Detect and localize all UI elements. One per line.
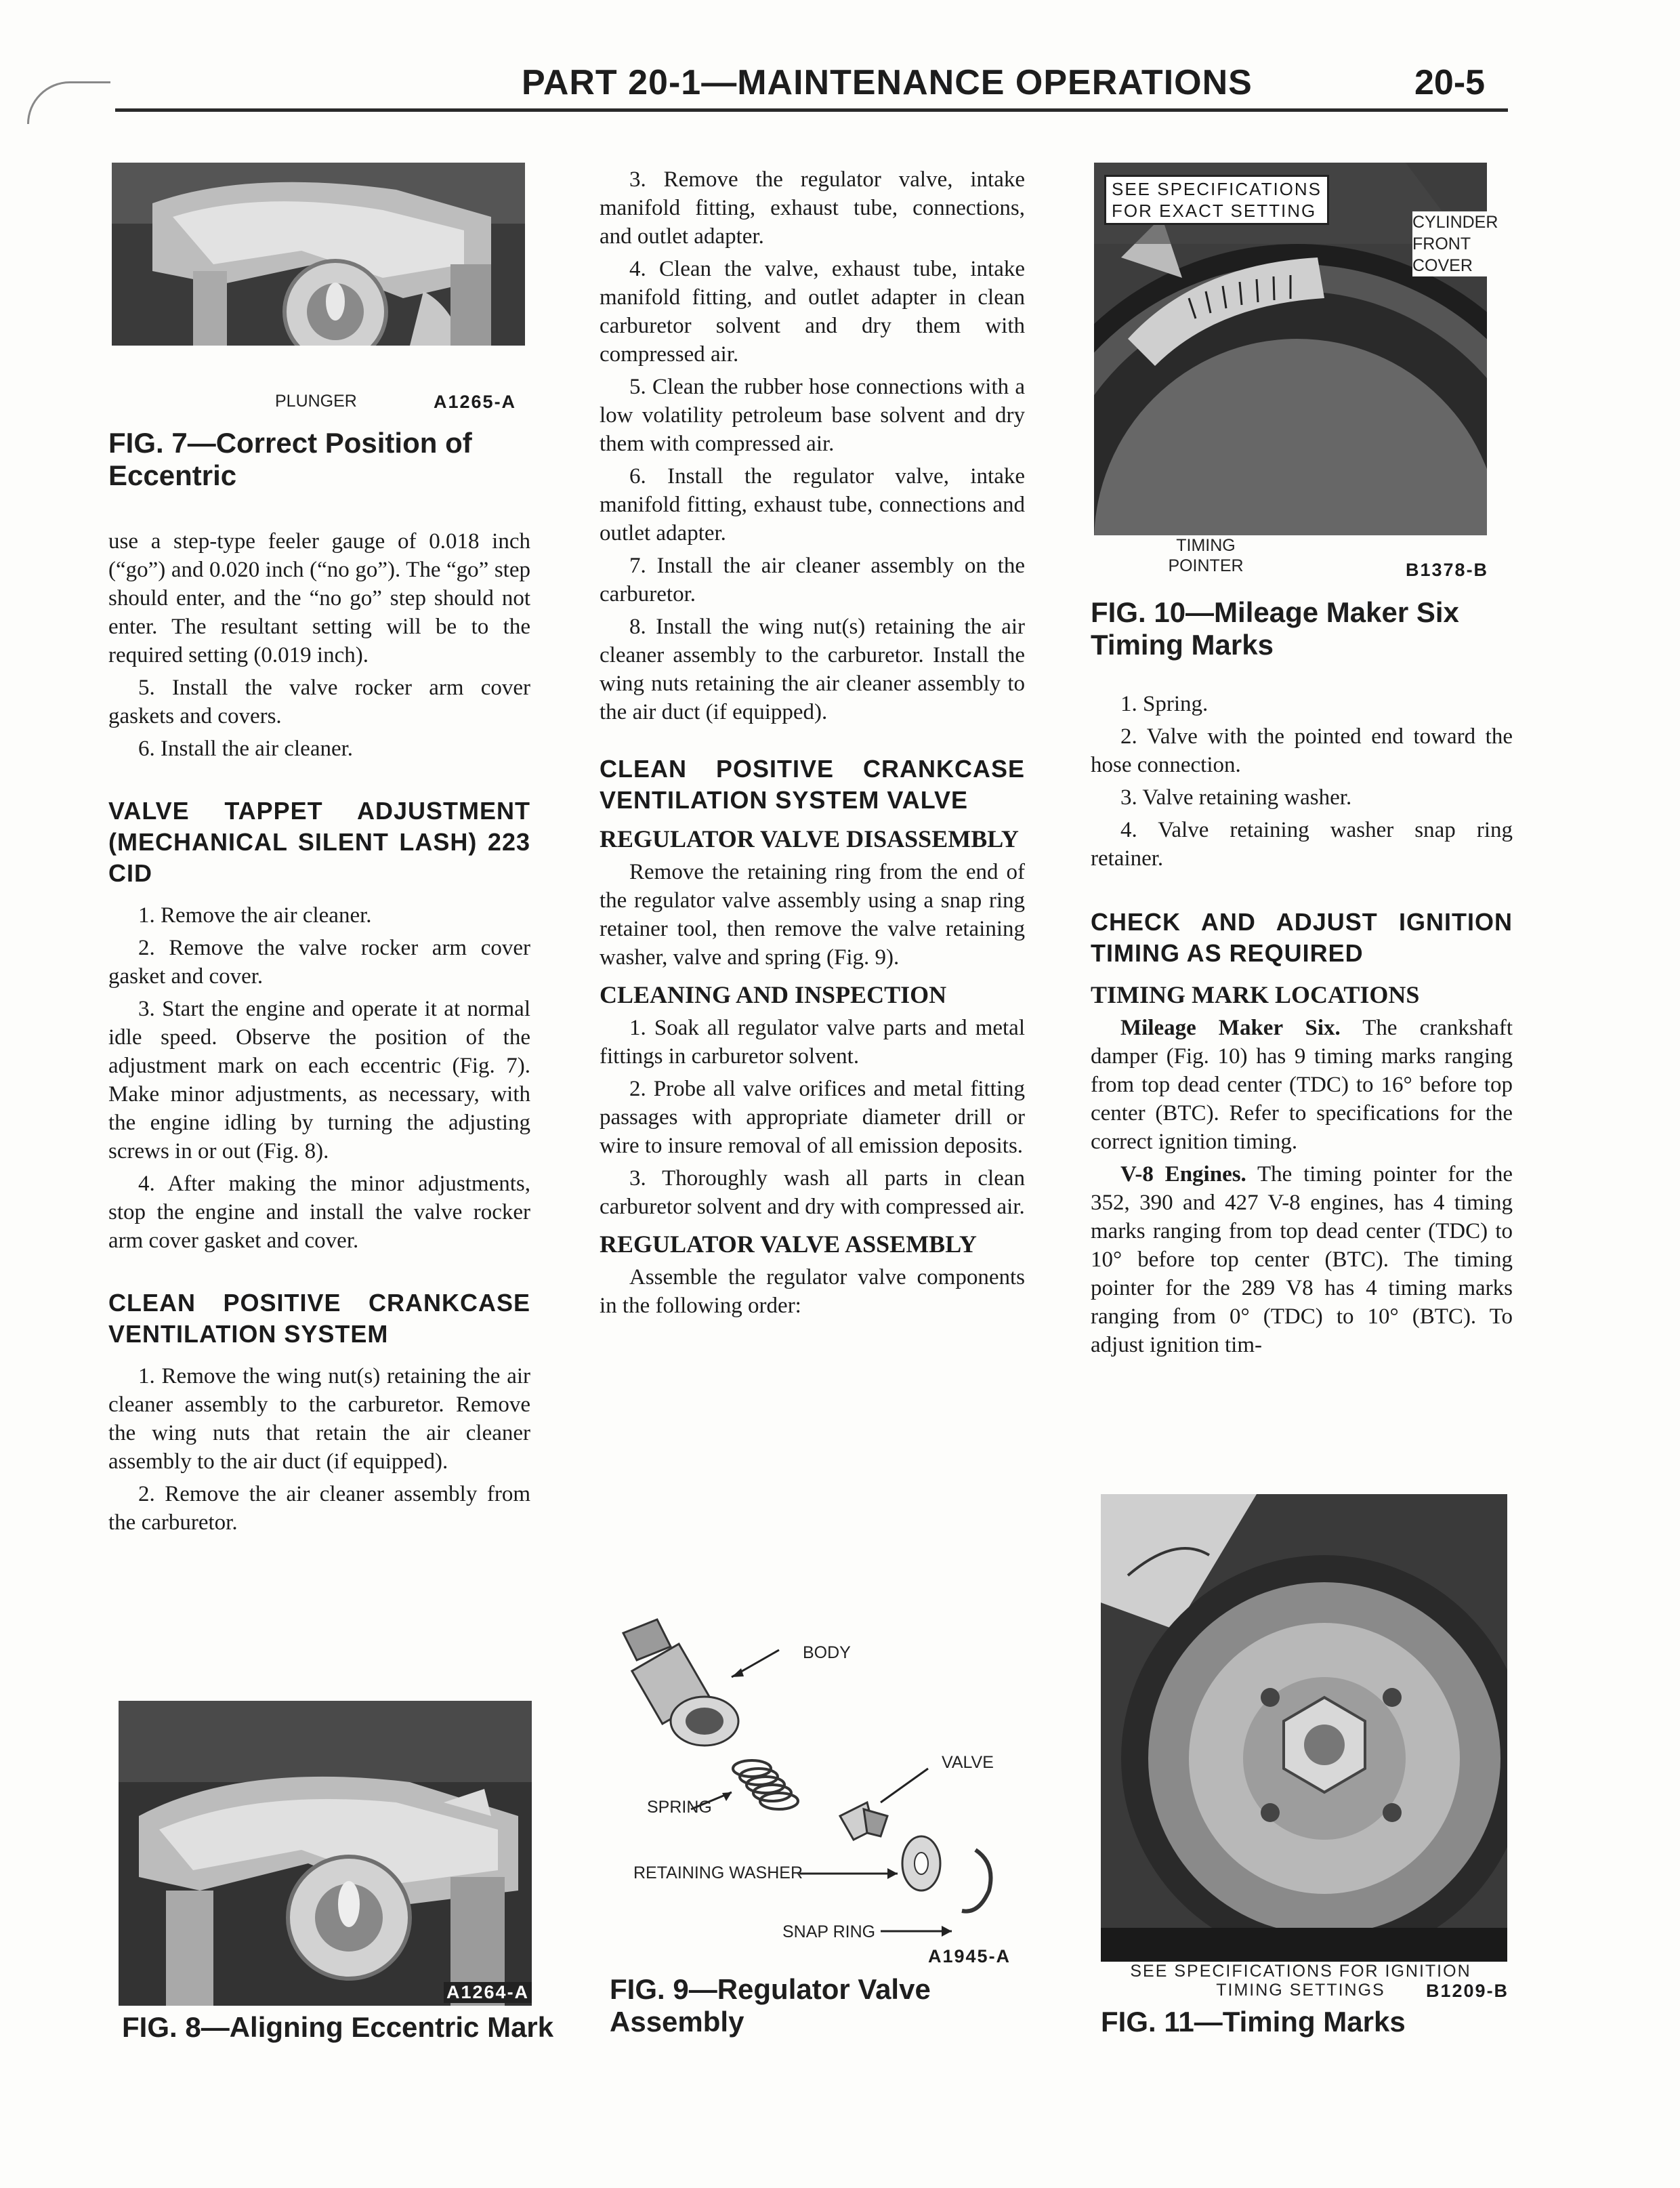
col3-paragraph: The timing pointer for the 352, 390 and 427 V-8 engines, has 4 timing marks ranging from top dead center (TDC) to 10° before top center (BTC). The timing pointer for the 289 V8 has 4 timing marks ranging from 0° (TDC) to 10° (BTC). To adjust ignition tim-: [1091, 1162, 1513, 1357]
page-header-title: PART 20-1—MAINTENANCE OPERATIONS: [522, 63, 1253, 102]
subheading-cleaning: CLEANING AND INSPECTION: [600, 981, 947, 1008]
fig7-plunger-label: PLUNGER: [275, 392, 357, 411]
fig9-washer-label: RETAINING WASHER: [633, 1863, 803, 1882]
fig11-note-line2: TIMING SETTINGS: [1216, 1981, 1385, 2000]
spring: [733, 1760, 798, 1809]
fig9-valve-label: VALVE: [942, 1753, 994, 1772]
section-heading-clean-pcv: CLEAN POSITIVE CRANKCASE VENTILATION SYSTEM: [108, 1289, 530, 1348]
regulator-body: [623, 1619, 738, 1746]
col2-step: 2. Probe all valve orifices and metal fitting passages with appropriate diameter drill or wire to insure removal of all emission deposits.: [600, 1077, 1025, 1158]
fig9-code: A1945-A: [928, 1946, 1011, 1966]
section-heading-valve-tappet: VALVE TAPPET ADJUSTMENT (MECHANICAL SILENT LASH) 223 CID: [108, 797, 530, 887]
fig9-snap-ring-label: SNAP RING: [782, 1922, 876, 1941]
col3-paragraph: The crankshaft damper (Fig. 10) has 9 timing marks ranging from top dead center (TDC) to 16° before top center (BTC). Refer to specifications for the correct ignition timing.: [1091, 1016, 1513, 1154]
valve: [840, 1802, 887, 1840]
col3-lead-mileage-maker: Mileage Maker Six.: [1120, 1016, 1341, 1040]
fig11-caption: FIG. 11—Timing Marks: [1101, 2006, 1406, 2038]
section-heading-pcv-valve: CLEAN POSITIVE CRANKCASE VENTILATION SYSTEM VALVE: [600, 755, 1025, 814]
col1-step: 4. After making the minor adjustments, stop the engine and install the valve rocker arm cover gasket and cover.: [108, 1172, 530, 1253]
col2-step: 3. Remove the regulator valve, intake manifold fitting, exhaust tube, connections, and outlet adapter.: [600, 167, 1025, 249]
fig7-code: A1265-A: [434, 392, 517, 412]
col1-step: 6. Install the air cleaner.: [138, 737, 354, 761]
col2-step: 3. Thoroughly wash all parts in clean carburetor solvent and dry with compressed air.: [600, 1166, 1025, 1219]
col1-paragraph: use a step-type feeler gauge of 0.018 inch (“go”) and 0.020 inch (“no go”). The “go” step should enter, and the “no go” step should not enter. The resultant setting will be to the required setting (0.019 inch).: [108, 529, 530, 667]
col2-paragraph: Assemble the regulator valve components in the following order:: [600, 1265, 1025, 1318]
col1-step: 1. Remove the air cleaner.: [138, 903, 372, 928]
fig10-callout-line2: FOR EXACT SETTING: [1112, 201, 1317, 221]
col2-paragraph: Remove the retaining ring from the end of the regulator valve assembly using a snap ring retainer tool, then remove the valve retaining washer, valve and spring (Fig. 9).: [600, 860, 1025, 970]
fig10-caption: FIG. 10—Mileage Maker Six Timing Marks: [1091, 596, 1459, 661]
col1-step: 5. Install the valve rocker arm cover gaskets and covers.: [108, 676, 530, 728]
col3-step: 1. Spring.: [1120, 692, 1209, 716]
col3-step: 2. Valve with the pointed end toward the hose connection.: [1091, 724, 1513, 777]
fig9-spring-label: SPRING: [647, 1798, 712, 1817]
fig8-code: A1264-A: [444, 1982, 532, 2003]
fig9-caption: FIG. 9—Regulator Valve Assembly: [610, 1973, 931, 2038]
subheading-timing-mark-locations: TIMING MARK LOCATIONS: [1091, 981, 1420, 1008]
fig10-callout-line1: SEE SPECIFICATIONS: [1112, 179, 1322, 199]
col2-step: 8. Install the wing nut(s) retaining the air cleaner assembly to the carburetor. Install the wing nuts retaining the air cleaner assembly to the air duct (if equipped).: [600, 615, 1025, 724]
column-3: [1091, 690, 1513, 1363]
col1-step: 2. Remove the air cleaner assembly from the carburetor.: [108, 1482, 530, 1535]
fig8-caption: FIG. 8—Aligning Eccentric Mark: [122, 2011, 554, 2043]
column-1: [108, 527, 530, 1541]
col2-step: 5. Clean the rubber hose connections with a low volatility petroleum base solvent and dry them with compressed air.: [600, 375, 1025, 456]
retaining-washer: [902, 1836, 940, 1891]
fig8-photo: [119, 1701, 532, 2006]
fig10-pointer-label: TIMING POINTER: [1168, 536, 1244, 575]
page-corner-mark: [27, 81, 110, 124]
column-2: [600, 165, 1025, 1324]
header-rule: [115, 108, 1508, 112]
col1-step: 2. Remove the valve rocker arm cover gasket and cover.: [108, 936, 530, 989]
section-heading-ignition-timing: CHECK AND ADJUST IGNITION TIMING AS REQUIRED: [1091, 908, 1513, 967]
fig9-body-label: BODY: [803, 1643, 851, 1662]
fig11-code: B1209-B: [1426, 1981, 1509, 2001]
col3-step: 4. Valve retaining washer snap ring retainer.: [1091, 818, 1513, 871]
fig7-caption: FIG. 7—Correct Position of Eccentric: [108, 427, 472, 491]
page-number: 20-5: [1414, 63, 1486, 102]
col3-step: 3. Valve retaining washer.: [1120, 785, 1352, 810]
col2-step: 6. Install the regulator valve, intake manifold fitting, exhaust tube, connections and outlet adapter.: [600, 464, 1025, 545]
fig10-cover-label: CYLINDER FRONT COVER: [1412, 211, 1514, 276]
fig10-callout-box: [1104, 175, 1329, 225]
fig7-photo: [112, 163, 525, 386]
fig10-code: B1378-B: [1406, 560, 1489, 580]
subheading-disassembly: REGULATOR VALVE DISASSEMBLY: [600, 825, 1019, 852]
col1-step: 3. Start the engine and operate it at normal idle speed. Observe the position of the adjustment mark on each eccentric (Fig. 7). Make minor adjustments, as necessary, with the engine idling by turning the adjusting screws in or out (Fig. 8).: [108, 997, 530, 1163]
col1-step: 1. Remove the wing nut(s) retaining the air cleaner assembly to the carburetor. Remove the wing nuts that retain the air cleaner assembly to the air duct (if equipped).: [108, 1364, 530, 1474]
col3-lead-v8: V-8 Engines.: [1120, 1162, 1246, 1186]
fig11-note-line1: SEE SPECIFICATIONS FOR IGNITION: [1130, 1962, 1471, 1981]
col2-step: 4. Clean the valve, exhaust tube, intake manifold fitting, and outlet adapter in clean carburetor solvent and dry them with compressed air.: [600, 257, 1025, 367]
subheading-assembly: REGULATOR VALVE ASSEMBLY: [600, 1231, 977, 1258]
fig11-note: [1125, 1962, 1477, 2000]
snap-ring: [962, 1850, 991, 1912]
fig11-photo: [1101, 1494, 1507, 1962]
col2-step: 7. Install the air cleaner assembly on the carburetor.: [600, 554, 1025, 606]
col2-step: 1. Soak all regulator valve parts and metal fittings in carburetor solvent.: [600, 1016, 1025, 1069]
